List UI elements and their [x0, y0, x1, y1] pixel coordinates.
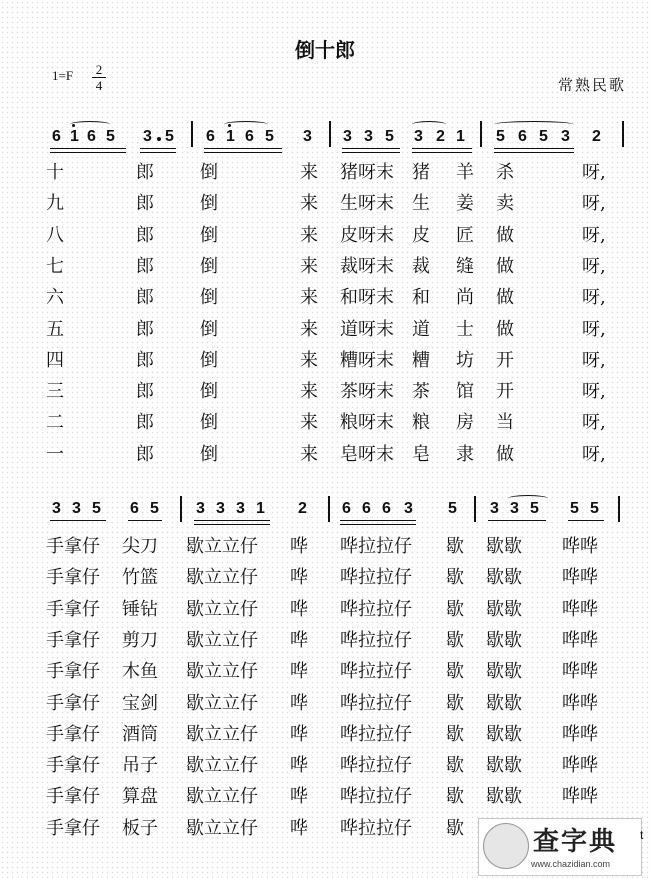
- note: 6: [87, 128, 96, 145]
- note: 3: [404, 500, 413, 517]
- lyric-verse-8: 茶: [412, 381, 430, 403]
- note: 6: [382, 500, 391, 517]
- time-signature: [92, 62, 106, 94]
- lyric-verse-10: 隶: [456, 443, 474, 465]
- note: 5: [150, 500, 159, 517]
- beam: [50, 152, 126, 153]
- lyric-verse-2-refrain: 手拿仔: [46, 567, 100, 589]
- lyric-verse-10: 皂: [412, 443, 430, 465]
- lyric-verse-6: 五: [46, 318, 64, 340]
- note: 3: [72, 500, 81, 517]
- lyric-verse-2-refrain: 竹篮: [122, 567, 158, 589]
- beam: [412, 152, 472, 153]
- note: 3: [216, 500, 225, 517]
- lyric-verse-1: 呀,: [582, 162, 606, 183]
- barline: [328, 496, 330, 522]
- note: 2: [592, 128, 601, 145]
- lyric-verse-7-refrain: 歇歇: [486, 723, 522, 745]
- lyric-verse-6: 士: [456, 318, 474, 340]
- lyric-verse-10: 呀,: [582, 443, 606, 465]
- lyric-verse-2: 卖: [496, 193, 514, 215]
- lyric-verse-10-refrain: 哗: [290, 817, 308, 839]
- lyric-verse-1: 郎: [136, 162, 154, 183]
- lyric-verse-9-refrain: 算盘: [122, 786, 158, 808]
- lyric-verse-4-refrain: 手拿仔: [46, 629, 100, 651]
- note: 6: [518, 128, 527, 145]
- lyric-verse-9: 呀,: [582, 412, 606, 434]
- lyric-verse-3: 来: [300, 224, 318, 246]
- note: 3: [510, 500, 519, 517]
- lyric-verse-7-refrain: 歇: [446, 723, 464, 745]
- lyric-verse-5: 尚: [456, 287, 474, 309]
- lyric-verse-7: 呀,: [582, 349, 606, 371]
- lyric-verse-8-refrain: 吊子: [122, 755, 158, 777]
- lyric-verse-2: 生: [412, 193, 430, 215]
- note: 5: [570, 500, 579, 517]
- lyric-verse-7-refrain: 哗: [290, 723, 308, 745]
- lyric-verse-9: 粮呀末: [340, 412, 394, 434]
- beam: [494, 152, 574, 153]
- lyric-verse-3-refrain: 哗拉拉仔: [340, 598, 412, 620]
- barline: [618, 496, 620, 522]
- slur: [224, 121, 268, 128]
- lyric-verse-1-refrain: 哗: [290, 536, 308, 557]
- lyric-verse-10-refrain: 板子: [122, 817, 158, 839]
- note: 3: [143, 128, 152, 145]
- lyric-verse-5-refrain: 歇歇: [486, 661, 522, 683]
- lyric-verse-4-refrain: 哗: [290, 629, 308, 651]
- mascot-logo-icon: [483, 823, 529, 869]
- lyric-verse-7-refrain: 哗哗: [562, 723, 598, 745]
- lyric-verse-7: 开: [496, 349, 514, 371]
- edge-char: t: [640, 828, 644, 842]
- lyric-verse-1-refrain: 哗哗: [562, 536, 598, 557]
- lyric-verse-9-refrain: 歇歇: [486, 786, 522, 808]
- lyric-verse-3: 皮呀末: [340, 224, 394, 246]
- lyric-verse-6: 倒: [200, 318, 218, 340]
- lyric-verse-10: 倒: [200, 443, 218, 465]
- beam: [140, 148, 176, 149]
- note: 5: [539, 128, 548, 145]
- note: 3: [196, 500, 205, 517]
- time-signature-numerator: 2: [92, 62, 106, 78]
- beam: [204, 148, 282, 149]
- lyric-verse-3-refrain: 锤钻: [122, 598, 158, 620]
- lyric-verse-2-refrain: 哗拉拉仔: [340, 567, 412, 589]
- note: 6: [342, 500, 351, 517]
- lyric-verse-4: 七: [46, 255, 64, 277]
- song-credit: 常熟民歌: [557, 76, 626, 94]
- lyric-verse-7: 郎: [136, 349, 154, 371]
- beam: [342, 148, 400, 149]
- lyric-verse-9-refrain: 歇: [446, 786, 464, 808]
- lyric-verse-1: 猪呀末: [340, 162, 394, 183]
- lyric-verse-7: 倒: [200, 349, 218, 371]
- note: 2: [298, 500, 307, 517]
- note: 1: [226, 128, 235, 145]
- lyric-verse-6-refrain: 宝剑: [122, 692, 158, 714]
- note: 6: [245, 128, 254, 145]
- lyric-verse-1: 倒: [200, 162, 218, 183]
- slur: [412, 121, 446, 128]
- note: 5: [448, 500, 457, 517]
- note: 3: [364, 128, 373, 145]
- beam: [412, 148, 472, 149]
- lyric-verse-8: 开: [496, 381, 514, 403]
- lyric-verse-9-refrain: 哗拉拉仔: [340, 786, 412, 808]
- beam: [340, 520, 416, 521]
- lyric-verse-6-refrain: 歇立立仔: [186, 692, 258, 714]
- beam: [204, 152, 282, 153]
- lyric-verse-5-refrain: 手拿仔: [46, 661, 100, 683]
- slur: [508, 495, 548, 502]
- lyric-verse-1-refrain: 尖刀: [122, 536, 158, 557]
- lyric-verse-8-refrain: 哗哗: [562, 755, 598, 777]
- lyric-verse-5: 和: [412, 287, 430, 309]
- note: 5: [385, 128, 394, 145]
- lyric-verse-2-refrain: 歇歇: [486, 567, 522, 589]
- lyric-verse-7-refrain: 歇立立仔: [186, 723, 258, 745]
- lyric-verse-4: 倒: [200, 255, 218, 277]
- lyric-verse-6-refrain: 歇歇: [486, 692, 522, 714]
- lyric-verse-6: 做: [496, 318, 514, 340]
- lyric-verse-1: 猪: [412, 162, 430, 183]
- lyric-verse-9-refrain: 哗哗: [562, 786, 598, 808]
- lyric-verse-8: 呀,: [582, 381, 606, 403]
- lyric-verse-1-refrain: 歇: [446, 536, 464, 557]
- lyric-verse-10-refrain: 哗拉拉仔: [340, 817, 412, 839]
- barline: [191, 121, 193, 147]
- lyric-verse-4: 缝: [456, 255, 474, 277]
- lyric-verse-9: 郎: [136, 412, 154, 434]
- lyric-verse-3-refrain: 哗: [290, 598, 308, 620]
- lyric-verse-8: 郎: [136, 381, 154, 403]
- lyric-verse-9-refrain: 手拿仔: [46, 786, 100, 808]
- lyric-verse-9: 粮: [412, 412, 430, 434]
- beam: [494, 148, 574, 149]
- note: 5: [496, 128, 505, 145]
- lyric-verse-2: 姜: [456, 193, 474, 215]
- note: 1: [456, 128, 465, 145]
- note: 6: [52, 128, 61, 145]
- lyric-verse-1: 十: [46, 162, 64, 183]
- lyric-verse-4: 做: [496, 255, 514, 277]
- lyric-verse-8: 茶呀末: [340, 381, 394, 403]
- lyric-verse-9-refrain: 歇立立仔: [186, 786, 258, 808]
- lyric-verse-7: 坊: [456, 349, 474, 371]
- lyric-verse-8-refrain: 歇: [446, 755, 464, 777]
- lyric-verse-6-refrain: 哗拉拉仔: [340, 692, 412, 714]
- lyric-verse-7-refrain: 哗拉拉仔: [340, 723, 412, 745]
- lyric-verse-5-refrain: 哗拉拉仔: [340, 661, 412, 683]
- lyric-verse-3-refrain: 歇立立仔: [186, 598, 258, 620]
- lyric-verse-8-refrain: 哗: [290, 755, 308, 777]
- lyric-verse-2: 郎: [136, 193, 154, 215]
- lyric-verse-5: 做: [496, 287, 514, 309]
- lyric-verse-8: 三: [46, 381, 64, 403]
- lyric-verse-9: 房: [456, 412, 474, 434]
- lyric-verse-10: 做: [496, 443, 514, 465]
- lyric-verse-1-refrain: 歇歇: [486, 536, 522, 557]
- lyric-verse-1-refrain: 手拿仔: [46, 536, 100, 557]
- lyric-verse-4: 裁: [412, 255, 430, 277]
- lyric-verse-4: 郎: [136, 255, 154, 277]
- lyric-verse-5: 呀,: [582, 287, 606, 309]
- barline: [622, 121, 624, 147]
- lyric-verse-2-refrain: 歇立立仔: [186, 567, 258, 589]
- lyric-verse-4: 来: [300, 255, 318, 277]
- lyric-verse-3-refrain: 哗哗: [562, 598, 598, 620]
- note: 6: [130, 500, 139, 517]
- slur: [494, 121, 574, 128]
- lyric-verse-6-refrain: 哗: [290, 692, 308, 714]
- lyric-verse-6: 道: [412, 318, 430, 340]
- lyric-verse-4-refrain: 歇: [446, 629, 464, 651]
- lyric-verse-7: 来: [300, 349, 318, 371]
- lyric-verse-5-refrain: 哗: [290, 661, 308, 683]
- lyric-verse-2: 九: [46, 193, 64, 215]
- lyric-verse-8-refrain: 哗拉拉仔: [340, 755, 412, 777]
- lyric-verse-9: 二: [46, 412, 64, 434]
- lyric-verse-10: 皂呀末: [340, 443, 394, 465]
- lyric-verse-8-refrain: 手拿仔: [46, 755, 100, 777]
- lyric-verse-6: 郎: [136, 318, 154, 340]
- lyric-verse-10: 一: [46, 443, 64, 465]
- lyric-verse-8-refrain: 歇歇: [486, 755, 522, 777]
- beam: [50, 148, 126, 149]
- note: 3: [561, 128, 570, 145]
- lyric-verse-1-refrain: 歇立立仔: [186, 536, 258, 557]
- lyric-verse-7: 糟: [412, 349, 430, 371]
- lyric-verse-2: 倒: [200, 193, 218, 215]
- lyric-verse-3-refrain: 歇歇: [486, 598, 522, 620]
- beam: [340, 524, 416, 525]
- lyric-verse-4: 呀,: [582, 255, 606, 277]
- lyric-verse-2-refrain: 哗哗: [562, 567, 598, 589]
- lyric-verse-5: 六: [46, 287, 64, 309]
- lyric-verse-4-refrain: 歇立立仔: [186, 629, 258, 651]
- note: 2: [436, 128, 445, 145]
- lyric-verse-8-refrain: 歇立立仔: [186, 755, 258, 777]
- song-title: 倒十郎: [295, 38, 355, 62]
- barline: [480, 121, 482, 147]
- beam: [568, 520, 604, 521]
- lyric-verse-7-refrain: 酒筒: [122, 723, 158, 745]
- beam: [194, 520, 270, 521]
- barline: [180, 496, 182, 522]
- lyric-verse-3-refrain: 歇: [446, 598, 464, 620]
- lyric-verse-5: 和呀末: [340, 287, 394, 309]
- lyric-verse-3: 呀,: [582, 224, 606, 246]
- lyric-verse-1: 杀: [496, 162, 514, 183]
- beam: [140, 152, 176, 153]
- lyric-verse-4-refrain: 歇歇: [486, 629, 522, 651]
- lyric-verse-5-refrain: 哗哗: [562, 661, 598, 683]
- note: 3: [414, 128, 423, 145]
- lyric-verse-2: 呀,: [582, 193, 606, 215]
- lyric-verse-6-refrain: 哗哗: [562, 692, 598, 714]
- lyric-verse-1: 来: [300, 162, 318, 183]
- note: 5: [590, 500, 599, 517]
- lyric-verse-6: 呀,: [582, 318, 606, 340]
- lyric-verse-8: 倒: [200, 381, 218, 403]
- lyric-verse-3: 匠: [456, 224, 474, 246]
- lyric-verse-3: 八: [46, 224, 64, 246]
- lyric-verse-3: 倒: [200, 224, 218, 246]
- lyric-verse-4-refrain: 哗拉拉仔: [340, 629, 412, 651]
- beam: [50, 520, 106, 521]
- slur: [70, 121, 110, 128]
- lyric-verse-10-refrain: 歇: [446, 817, 464, 839]
- note: 1: [256, 500, 265, 517]
- key-signature: 1=F: [52, 68, 74, 83]
- lyric-verse-10-refrain: 歇立立仔: [186, 817, 258, 839]
- lyric-verse-1-refrain: 哗拉拉仔: [340, 536, 412, 557]
- note: 3: [52, 500, 61, 517]
- note: 3: [343, 128, 352, 145]
- lyric-verse-8: 馆: [456, 381, 474, 403]
- lyric-verse-10-refrain: 手拿仔: [46, 817, 100, 839]
- barline: [329, 121, 331, 147]
- lyric-verse-6-refrain: 歇: [446, 692, 464, 714]
- note: 5: [165, 128, 174, 145]
- lyric-verse-5-refrain: 木鱼: [122, 661, 158, 683]
- lyric-verse-5: 来: [300, 287, 318, 309]
- lyric-verse-4-refrain: 哗哗: [562, 629, 598, 651]
- lyric-verse-5-refrain: 歇: [446, 661, 464, 683]
- beam: [342, 152, 400, 153]
- note: 3: [236, 500, 245, 517]
- lyric-verse-5: 倒: [200, 287, 218, 309]
- lyric-verse-9: 倒: [200, 412, 218, 434]
- note: 5: [530, 500, 539, 517]
- lyric-verse-7: 糟呀末: [340, 349, 394, 371]
- dotted-rhythm-mark: [157, 137, 161, 141]
- time-signature-denominator: 4: [95, 78, 103, 93]
- lyric-verse-4-refrain: 剪刀: [122, 629, 158, 651]
- lyric-verse-1: 羊: [456, 162, 474, 183]
- beam: [128, 520, 162, 521]
- note: 1: [70, 128, 79, 145]
- lyric-verse-9-refrain: 哗: [290, 786, 308, 808]
- note: 3: [303, 128, 312, 145]
- lyric-verse-5: 郎: [136, 287, 154, 309]
- barline: [474, 496, 476, 522]
- lyric-verse-8: 来: [300, 381, 318, 403]
- lyric-verse-3-refrain: 手拿仔: [46, 598, 100, 620]
- lyric-verse-9: 当: [496, 412, 514, 434]
- lyric-verse-3: 皮: [412, 224, 430, 246]
- note: 5: [92, 500, 101, 517]
- lyric-verse-10: 来: [300, 443, 318, 465]
- note: 5: [106, 128, 115, 145]
- beam: [194, 524, 270, 525]
- lyric-verse-2-refrain: 哗: [290, 567, 308, 589]
- watermark-url: www.chazidian.com: [531, 859, 611, 869]
- lyric-verse-9: 来: [300, 412, 318, 434]
- lyric-verse-2: 来: [300, 193, 318, 215]
- lyric-verse-3: 郎: [136, 224, 154, 246]
- lyric-verse-6: 道呀末: [340, 318, 394, 340]
- lyric-verse-7: 四: [46, 349, 64, 371]
- note: 3: [490, 500, 499, 517]
- watermark-title: 查字典: [533, 827, 618, 857]
- lyric-verse-2: 生呀末: [340, 193, 394, 215]
- lyric-verse-10: 郎: [136, 443, 154, 465]
- beam: [488, 520, 546, 521]
- lyric-verse-7-refrain: 手拿仔: [46, 723, 100, 745]
- lyric-verse-4: 裁呀末: [340, 255, 394, 277]
- lyric-verse-6-refrain: 手拿仔: [46, 692, 100, 714]
- lyric-verse-5-refrain: 歇立立仔: [186, 661, 258, 683]
- watermark-badge: [478, 818, 642, 876]
- lyric-verse-2-refrain: 歇: [446, 567, 464, 589]
- note: 6: [362, 500, 371, 517]
- lyric-verse-3: 做: [496, 224, 514, 246]
- note: 6: [206, 128, 215, 145]
- lyric-verse-6: 来: [300, 318, 318, 340]
- note: 5: [265, 128, 274, 145]
